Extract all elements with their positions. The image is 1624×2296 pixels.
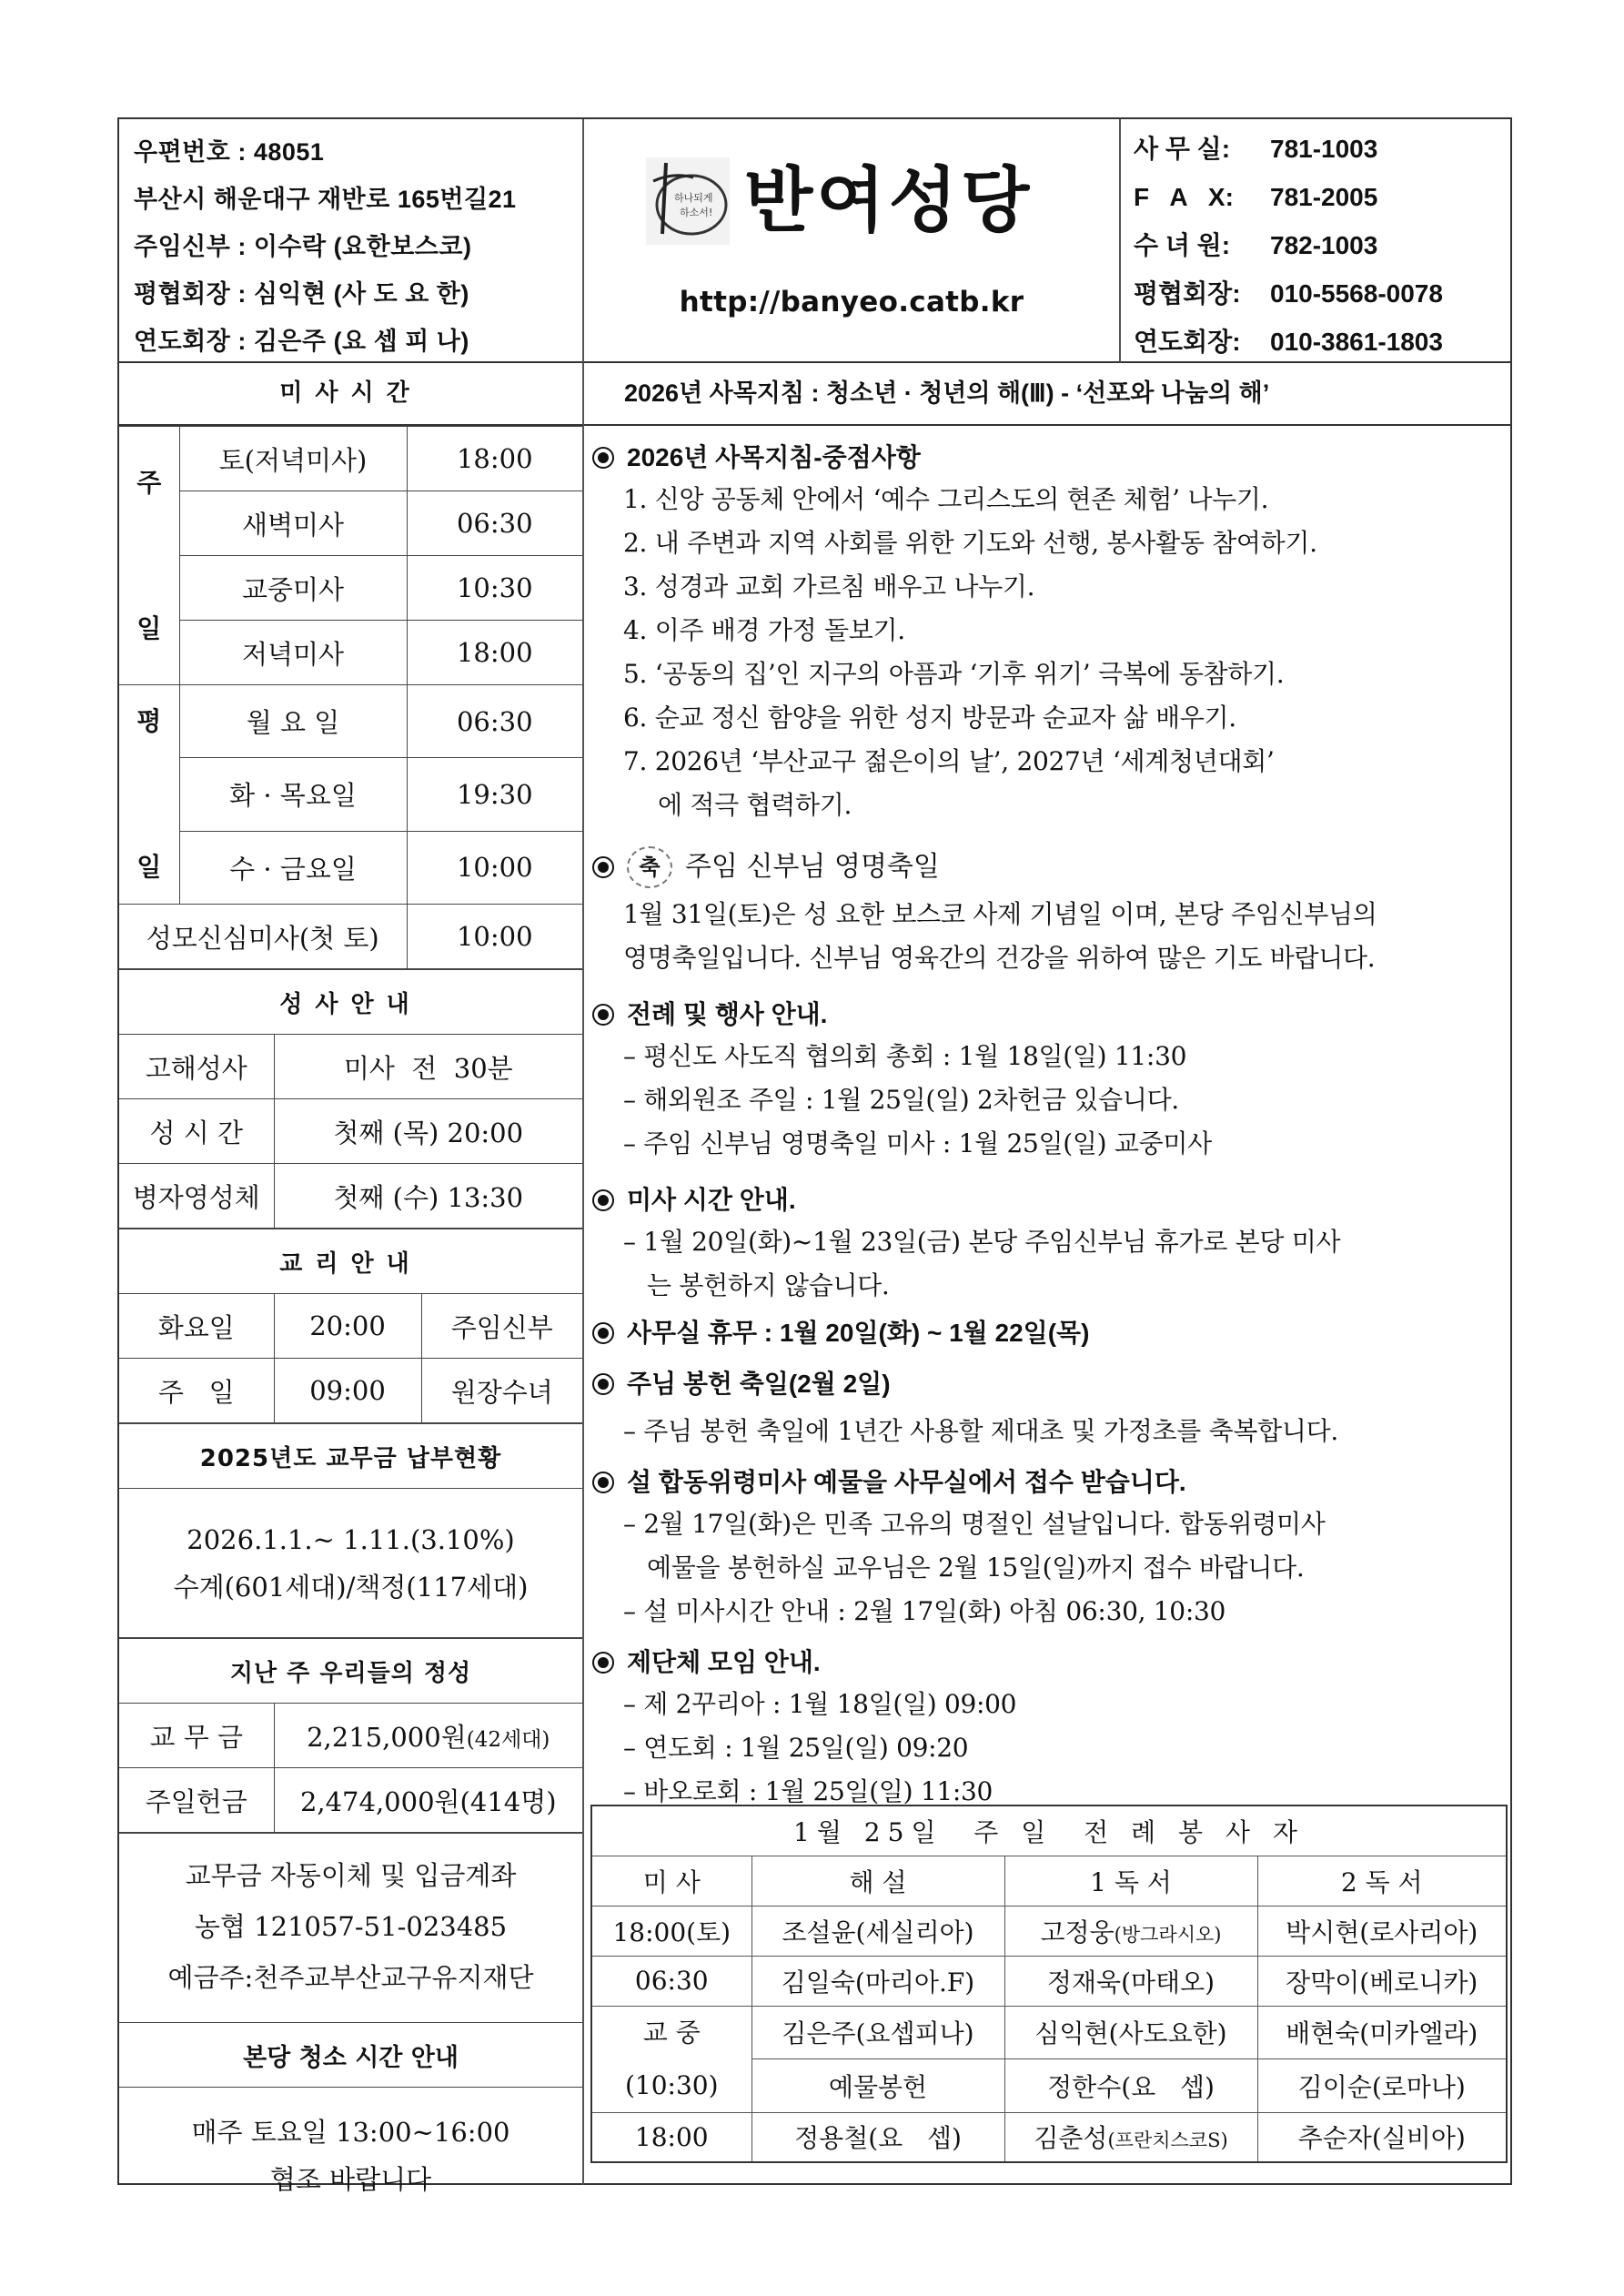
pastoral-theme: 2026년 사목지침 : 청소년 · 청년의 해(Ⅲ) - ‘선포와 나눔의 해’ xyxy=(584,363,1512,426)
cleaning-title: 본당 청소 시간 안내 xyxy=(119,2023,582,2088)
notice-text: 1월 31일(토)은 성 요한 보스코 사제 기념일 이며, 본당 주임신부님의 xyxy=(623,899,1377,929)
table-row xyxy=(119,1704,582,1768)
table-row xyxy=(119,685,582,758)
table-title: 1월 25일 주 일 전 례 봉 사 자 xyxy=(591,1805,1507,1856)
table-row xyxy=(119,1164,582,1229)
list-item: 3. 성경과 교회 가르침 배우고 나누기. xyxy=(623,571,1035,602)
table-row xyxy=(119,556,582,621)
contact-convent: 수 녀 원: 782-1003 xyxy=(1134,231,1378,259)
column-header: 2 독 서 xyxy=(1257,1856,1507,1906)
bulletin-page xyxy=(117,117,1512,2195)
reader1-cell: 고정웅(방그라시오) xyxy=(1004,1906,1257,1956)
list-item: 6. 순교 정신 함양을 위한 성지 방문과 순교자 삶 배우기. xyxy=(623,703,1236,733)
website-link[interactable]: http://banyeo.catb.kr xyxy=(679,286,1024,319)
notice-text: – 해외원조 주일 : 1월 25일(일) 2차헌금 있습니다. xyxy=(623,1085,1179,1115)
class-teacher: 원장수녀 xyxy=(421,1359,582,1423)
column-header: 해 설 xyxy=(751,1856,1004,1906)
section-title: 2025년도 교무금 납부현황 xyxy=(119,1424,582,1489)
notice-text: 예물을 봉헌하실 교우님은 2월 15일(일)까지 접수 바랍니다. xyxy=(647,1553,1305,1583)
notice-text: – 2월 17일(화)은 민족 고유의 명절인 설날입니다. 합동위령미사 xyxy=(623,1509,1326,1539)
section-title: 성사안내 xyxy=(119,970,582,1035)
parish-info xyxy=(119,119,584,363)
cross-emblem-icon xyxy=(646,157,730,245)
table-row xyxy=(591,2112,1507,2162)
sacrament-time: 미사 전 30분 xyxy=(274,1035,582,1099)
mass-time: 10:00 xyxy=(407,831,582,904)
reader2-cell: 장막이(베로니카) xyxy=(1257,1956,1507,2006)
postal-code: 우편번호 : 48051 xyxy=(134,138,325,166)
mass-name: 저녁미사 xyxy=(179,621,407,685)
parish-logo-block xyxy=(584,119,1121,363)
list-item: 7. 2026년 ‘부산교구 젊은이의 날’, 2027년 ‘세계청년대회’ xyxy=(623,746,1275,776)
sacrament-name: 성 시 간 xyxy=(119,1099,274,1164)
mass-time: 06:30 xyxy=(407,685,582,758)
bullet-icon xyxy=(592,1004,614,1026)
mass-cell: 교 중 (10:30) xyxy=(591,2006,751,2112)
bullet-icon xyxy=(592,856,614,878)
pastor: 주임신부 : 이수락 (요한보스코) xyxy=(134,233,472,260)
mass-name: 수 · 금요일 xyxy=(179,831,407,904)
notice-text: 는 봉헌하지 않습니다. xyxy=(647,1270,890,1300)
list-item: 1. 신앙 공동체 안에서 ‘예수 그리스도의 현존 체험’ 나누기. xyxy=(623,484,1269,514)
table-row xyxy=(119,831,582,904)
table-row xyxy=(591,1906,1507,1956)
notice-feast: 축 주임 신부님 영명축일 xyxy=(592,842,1502,893)
mass-time: 19:30 xyxy=(407,758,582,831)
notice-text: – 주님 봉헌 축일에 1년간 사용할 제대초 및 가정초를 축복합니다. xyxy=(623,1416,1338,1446)
bullet-icon xyxy=(592,1652,614,1674)
mass-name: 성모신심미사(첫 토) xyxy=(119,905,407,969)
table-row xyxy=(119,491,582,556)
liturgy-servers-table xyxy=(590,1805,1508,2163)
catechism-table xyxy=(119,1229,582,1423)
mass-time: 10:30 xyxy=(407,556,582,621)
dues-status-detail: 2026.1.1.~ 1.11.(3.10%) 수계(601세대)/책정(117세대) xyxy=(119,1489,582,1638)
mass-times-table xyxy=(119,426,582,969)
mass-name: 새벽미사 xyxy=(179,491,407,556)
class-day: 화요일 xyxy=(119,1294,274,1359)
commentator-cell: 김일숙(마리아.F) xyxy=(751,1956,1004,2006)
parish-name: 반여성당 xyxy=(744,160,1034,242)
column-header: 미 사 xyxy=(591,1856,751,1906)
table-row xyxy=(591,2006,1507,2059)
notice-pastoral: 2026년 사목지침-중점사항 xyxy=(592,438,1502,478)
mass-time: 10:00 xyxy=(407,905,582,969)
contact-council: 평협회장: 010-5568-0078 xyxy=(1134,279,1443,308)
offerings-table xyxy=(119,1638,582,1833)
class-time: 09:00 xyxy=(274,1359,421,1423)
reader1-cell: 정한수(요 셉) xyxy=(1004,2059,1257,2113)
sacrament-time: 첫째 (목) 20:00 xyxy=(274,1099,582,1164)
reader1-cell: 심익현(사도요한) xyxy=(1004,2006,1257,2059)
table-row xyxy=(119,905,582,969)
notice-lunar-new-year: 설 합동위령미사 예물을 사무실에서 접수 받습니다. xyxy=(592,1462,1502,1502)
notice-text: – 설 미사시간 안내 : 2월 17일(화) 아침 06:30, 10:30 xyxy=(623,1596,1226,1626)
contact-elders: 연도회장: 010-3861-1803 xyxy=(1134,328,1443,356)
table-row xyxy=(119,1768,582,1833)
mass-name: 토(저녁미사) xyxy=(179,427,407,491)
table-row xyxy=(119,621,582,685)
offering-type: 주일헌금 xyxy=(119,1768,274,1833)
bullet-icon xyxy=(592,1189,614,1211)
sacrament-name: 병자영성체 xyxy=(119,1164,274,1229)
bank-info-table xyxy=(119,1833,582,2224)
list-item: 에 적극 협력하기. xyxy=(658,790,852,820)
cleaning-detail: 매주 토요일 13:00~16:00 협조 바랍니다 xyxy=(119,2088,582,2224)
commentator-cell: 조설윤(세실리아) xyxy=(751,1906,1004,1956)
commentator-cell: 정용철(요 셉) xyxy=(751,2112,1004,2162)
mass-cell: 06:30 xyxy=(591,1956,751,2006)
reader2-cell: 박시현(로사리아) xyxy=(1257,1906,1507,1956)
sacrament-time: 첫째 (수) 13:30 xyxy=(274,1164,582,1229)
offering-type: 교 무 금 xyxy=(119,1704,274,1768)
offering-amount: 2,474,000원(414명) xyxy=(274,1768,582,1833)
section-title: 교리안내 xyxy=(119,1229,582,1294)
section-title: 지난 주 우리들의 정성 xyxy=(119,1639,582,1704)
contact-fax: F A X: 781-2005 xyxy=(1134,183,1378,211)
celebration-badge-icon: 축 xyxy=(627,846,672,888)
notice-text: – 1월 20일(화)~1월 23일(금) 본당 주임신부님 휴가로 본당 미사 xyxy=(623,1227,1341,1257)
notice-presentation: 주님 봉헌 축일(2월 2일) xyxy=(592,1359,1502,1410)
class-time: 20:00 xyxy=(274,1294,421,1359)
council-president: 평협회장 : 심익현 (사 도 요 한) xyxy=(134,280,469,308)
sacraments-table xyxy=(119,969,582,1229)
list-item: 5. ‘공동의 집’인 지구의 아픔과 ‘기후 위기’ 극복에 동참하기. xyxy=(623,659,1285,689)
reader1-cell: 정재욱(마태오) xyxy=(1004,1956,1257,2006)
bullet-icon xyxy=(592,1472,614,1493)
elders-president: 연도회장 : 김은주 (요 셉 피 나) xyxy=(134,328,469,355)
reader2-cell: 김이순(로마나) xyxy=(1257,2059,1507,2113)
sacrament-name: 고해성사 xyxy=(119,1035,274,1099)
reader2-cell: 추순자(실비아) xyxy=(1257,2112,1507,2162)
table-row xyxy=(119,1035,582,1099)
mass-time: 18:00 xyxy=(407,427,582,491)
notice-text: 영명축일입니다. 신부님 영육간의 건강을 위하여 많은 기도 바랍니다. xyxy=(623,943,1376,973)
notice-groups: 제단체 모임 안내. xyxy=(592,1643,1502,1683)
table-row xyxy=(119,427,582,491)
commentator-cell: 예물봉헌 xyxy=(751,2059,1004,2113)
svg-text:하나되게: 하나되게 xyxy=(674,192,713,204)
sunday-group-label: 주 일 xyxy=(119,427,179,685)
class-day: 주 일 xyxy=(119,1359,274,1423)
svg-text:하소서!: 하소서! xyxy=(680,207,713,218)
contact-office: 사 무 실: 781-1003 xyxy=(1134,135,1378,163)
notice-liturgy: 전례 및 행사 안내. xyxy=(592,995,1502,1035)
weekday-group-label: 평 일 xyxy=(119,685,179,905)
table-row xyxy=(119,1359,582,1423)
address: 부산시 해운대구 재반로 165번길21 xyxy=(134,186,517,213)
left-column xyxy=(119,426,584,2195)
mass-name: 교중미사 xyxy=(179,556,407,621)
notice-text: – 평신도 사도직 협의회 총회 : 1월 18일(일) 11:30 xyxy=(623,1041,1187,1071)
mass-time: 06:30 xyxy=(407,491,582,556)
mass-cell: 18:00 xyxy=(591,2112,751,2162)
bullet-icon xyxy=(592,1322,614,1344)
table-row xyxy=(591,1956,1507,2006)
reader1-cell: 김춘성(프란치스코S) xyxy=(1004,2112,1257,2162)
table-row xyxy=(119,1099,582,1164)
notice-text: – 연도회 : 1월 25일(일) 09:20 xyxy=(623,1733,969,1763)
mass-cell: 18:00(토) xyxy=(591,1906,751,1956)
mass-name: 화 · 목요일 xyxy=(179,758,407,831)
notices xyxy=(592,438,1502,1814)
dues-status-table xyxy=(119,1423,582,1638)
notice-text: – 제 2꾸리아 : 1월 18일(일) 09:00 xyxy=(623,1689,1017,1719)
mass-name: 월 요 일 xyxy=(179,685,407,758)
contact-list xyxy=(1121,119,1512,363)
notice-text: – 바오로회 : 1월 25일(일) 11:30 xyxy=(623,1776,994,1806)
bullet-icon xyxy=(592,1373,614,1395)
bank-account-info: 교무금 자동이체 및 입금계좌 농협 121057-51-023485 예금주:천주교부산교구유지재단 xyxy=(119,1834,582,2023)
list-item: 4. 이주 배경 가정 돌보기. xyxy=(623,615,905,645)
mass-time: 18:00 xyxy=(407,621,582,685)
reader2-cell: 배현숙(미카엘라) xyxy=(1257,2006,1507,2059)
class-teacher: 주임신부 xyxy=(421,1294,582,1359)
table-row xyxy=(119,758,582,831)
commentator-cell: 김은주(요셉피나) xyxy=(751,2006,1004,2059)
table-row xyxy=(119,1294,582,1359)
table-header-row xyxy=(591,1856,1507,1906)
list-item: 2. 내 주변과 지역 사회를 위한 기도와 선행, 봉사활동 참여하기. xyxy=(623,528,1317,558)
bullet-icon xyxy=(592,447,614,469)
notice-office-closed: 사무실 휴무 : 1월 20일(화) ~ 1월 22일(목) xyxy=(592,1308,1502,1359)
notice-text: – 주임 신부님 영명축일 미사 : 1월 25일(일) 교중미사 xyxy=(623,1128,1212,1158)
mass-times-heading: 미사시간 xyxy=(119,363,584,426)
offering-amount: 2,215,000원(42세대) xyxy=(274,1704,582,1768)
notice-mass-times: 미사 시간 안내. xyxy=(592,1180,1502,1220)
column-header: 1 독 서 xyxy=(1004,1856,1257,1906)
